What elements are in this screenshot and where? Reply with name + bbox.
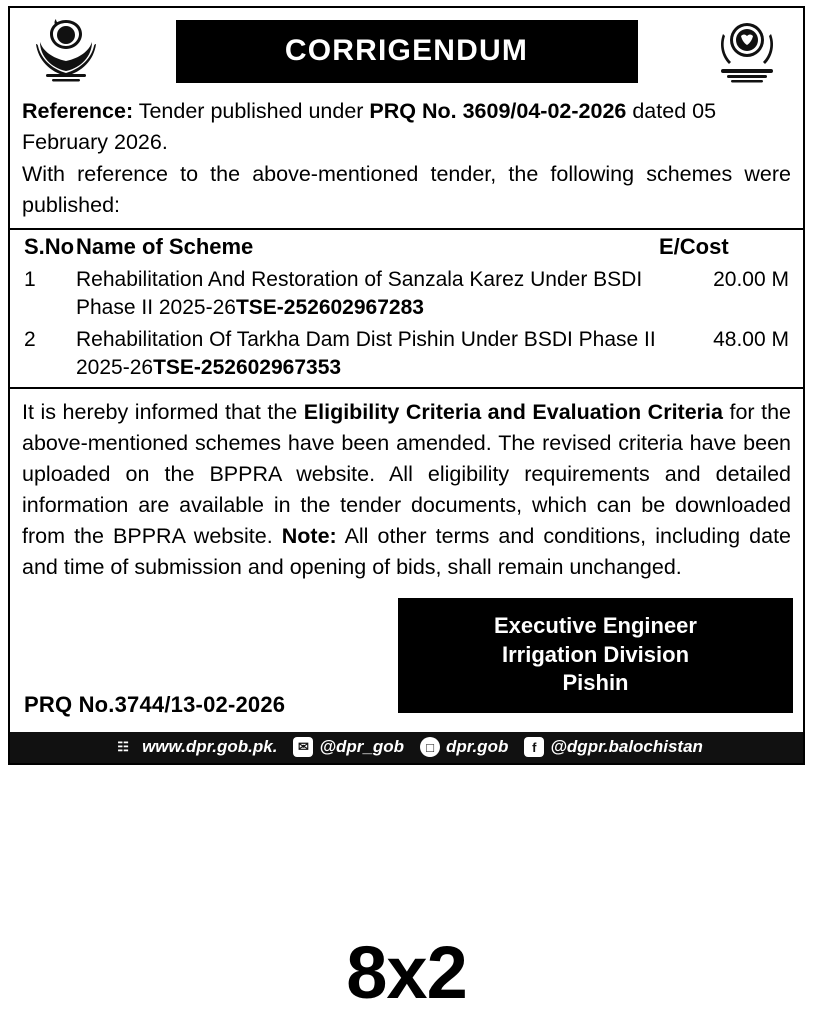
row-2-sno: 2 — [24, 327, 36, 351]
row-2-scheme-text: Rehabilitation Of Tarkha Dam Dist Pishin Under BSDI Phase II 2025-26 — [76, 327, 656, 379]
table-header-row — [10, 230, 803, 265]
instagram-icon: □ — [420, 737, 440, 757]
irrigation-department-crest — [701, 14, 793, 88]
reference-block — [10, 92, 803, 226]
social-instagram[interactable] — [420, 737, 508, 757]
table-row — [10, 265, 803, 325]
globe-icon: ☷ — [117, 739, 129, 755]
reference-prq-number: PRQ No. 3609/04-02-2026 — [369, 99, 627, 123]
notice-body — [10, 389, 803, 593]
row-2-cost: 48.00 M — [713, 327, 789, 351]
balochistan-government-crest — [20, 14, 112, 88]
page-title: CORRIGENDUM — [176, 20, 638, 83]
facebook-icon: f — [524, 737, 544, 757]
ad-size-mark: 8x2 — [346, 931, 467, 1014]
corrigendum-notice — [8, 6, 805, 765]
column-header-sno: S.No — [24, 234, 75, 260]
twitter-icon: ✉ — [293, 737, 313, 757]
table-row — [10, 325, 803, 385]
social-twitter[interactable] — [293, 737, 404, 757]
body-part-1: It is hereby informed that the — [22, 399, 304, 424]
body-part-3: All other terms and conditions, including date and time of submission and opening of bids, shall remain unchanged. — [22, 523, 791, 579]
signature-division: Irrigation Division — [501, 641, 690, 667]
reference-line-1 — [22, 96, 791, 157]
reference-mid: Tender published under — [133, 99, 370, 123]
row-1-sno: 1 — [24, 268, 36, 292]
social-bar — [10, 732, 803, 763]
row-2-name — [76, 325, 659, 385]
social-facebook-label: @dgpr.balochistan — [550, 737, 703, 757]
reference-label: Reference: — [22, 99, 134, 123]
note-label: Note: — [281, 523, 337, 548]
social-website[interactable] — [110, 736, 277, 758]
signature-block — [398, 598, 793, 712]
social-facebook[interactable] — [524, 737, 703, 757]
signature-row — [10, 592, 803, 732]
body-criteria-emphasis: Eligibility Criteria and Evaluation Criteria — [303, 399, 723, 424]
row-1-scheme-text: Rehabilitation And Restoration of Sanzala Karez Under BSDI Phase II 2025-26 — [76, 268, 643, 319]
row-1-cost: 20.00 M — [713, 268, 789, 292]
schemes-table — [10, 230, 803, 385]
column-header-cost: E/Cost — [659, 234, 729, 260]
row-2-tse-code: TSE-252602967353 — [153, 355, 342, 379]
column-header-scheme: Name of Scheme — [76, 234, 254, 260]
social-twitter-label: @dpr_gob — [319, 737, 405, 757]
social-instagram-label: dpr.gob — [446, 737, 509, 757]
social-website-label: www.dpr.gob.pk. — [142, 737, 278, 757]
notice-header — [10, 8, 803, 92]
prq-footer-number: PRQ No.3744/13-02-2026 — [24, 692, 286, 718]
signature-designation: Executive Engineer — [494, 613, 697, 639]
row-1-tse-code: TSE-252602967283 — [235, 295, 424, 319]
reference-line-2: With reference to the above-mentioned tender, the following schemes were published: — [22, 162, 791, 217]
reference-date: dated 05 February 2026. — [22, 99, 717, 154]
body-part-2: for the above-mentioned schemes have been amended. The revised criteria have been uploaded on the BPPRA website. All eligibility requirements and detailed information are available in the tender documents, which can be downloaded from the BPPRA website. — [22, 399, 792, 548]
signature-location: Pishin — [562, 669, 629, 695]
row-1-name — [76, 265, 659, 325]
